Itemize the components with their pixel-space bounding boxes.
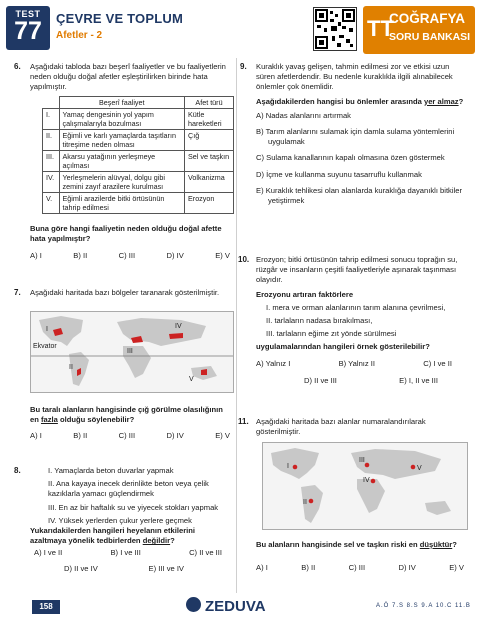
row-number: III. <box>43 151 60 172</box>
table-header: Afet türü <box>185 97 234 109</box>
question-stem <box>30 526 230 546</box>
region-label: IV <box>363 477 370 484</box>
option-c[interactable]: C) III <box>118 431 136 440</box>
question-intro: Aşağıdaki haritada bazı bölgeler taranarak gösterilmiştir. <box>30 288 220 297</box>
table-row <box>43 109 234 130</box>
question-stem <box>256 97 466 107</box>
question-8 <box>14 466 230 526</box>
stem-text: Yukarıdakilerden hangileri heyelanın etkilerini azaltmaya yönelik tedbirlerden <box>30 526 196 546</box>
option-b[interactable]: B) II <box>73 431 88 440</box>
table-row <box>43 130 234 151</box>
publisher-name: ZEDUVA <box>205 598 266 615</box>
row-activity: Eğimli ve karlı yamaçlarda taşıtların titreşime neden olması <box>59 130 185 151</box>
list-item: I. Yamaçlarda beton duvarlar yapmak <box>48 466 174 475</box>
question-number: 9. <box>240 62 247 71</box>
list-item: III. En az bir haftalık su ve yiyecek stokları yapmak <box>48 502 219 512</box>
answer-options <box>30 431 230 440</box>
region-label: I <box>287 463 289 470</box>
row-number: IV. <box>43 172 60 193</box>
question-11 <box>238 417 466 437</box>
question-stem: Buna göre hangi faaliyetin neden olduğu doğal afette hata yapılmıştır? <box>30 224 222 244</box>
row-disaster: Çığ <box>185 130 234 151</box>
table-row <box>43 151 234 172</box>
book-brand-banner <box>363 6 475 54</box>
row-number: V. <box>43 193 60 214</box>
world-map-q7 <box>30 311 234 393</box>
option-d[interactable]: D) IV <box>166 431 184 440</box>
question-number: 11. <box>238 417 249 426</box>
option-b[interactable]: B) II <box>73 251 88 260</box>
option-b[interactable]: B) Yalnız II <box>338 359 376 368</box>
table-header: Beşerî faaliyet <box>59 97 185 109</box>
stem-text: ? <box>458 96 464 106</box>
answer-options <box>30 251 230 260</box>
option-c[interactable]: C) I ve II <box>423 359 452 368</box>
stem-emphasis: fazla <box>40 415 58 425</box>
region-label: III <box>359 457 365 464</box>
question-intro: Erozyon; bitki örtüsünün tahrip edilmesi sonucu toprağın su, rüzgâr ve insanların çeşitli faaliyetleriyle aşınarak taşınması olayıdır. <box>256 255 458 285</box>
list-item: I. mera ve orman alanlarının tarım alanına çevrilmesi, <box>266 302 446 312</box>
test-number: 77 <box>14 17 42 45</box>
stem-text: Bu taralı alanların hangisinde çığ görülme olasılığının en <box>30 405 223 425</box>
stem-text: ? <box>452 540 457 549</box>
column-divider <box>236 58 237 593</box>
region-label: I <box>46 326 48 333</box>
option-c[interactable]: C) III <box>348 563 366 572</box>
stem-text: ? <box>170 536 175 546</box>
list-item: III. tarlaların eğime zıt yönde sürülmesi <box>266 329 397 339</box>
stem-text: Aşağıdakilerden hangisi bu önlemler arasında <box>256 96 424 106</box>
unit-title: ÇEVRE VE TOPLUM <box>56 11 184 26</box>
stem-text: Bu alanların hangisinde sel ve taşkın riski en <box>256 540 420 549</box>
option-b[interactable]: B) II <box>301 563 316 572</box>
stem-text: olduğu söylenebilir? <box>57 415 135 425</box>
answer-options <box>304 376 438 385</box>
question-intro: Kuraklık yavaş gelişen, tahmin edilmesi zor ve etkisi uzun süren afetlerdendir. Bu nedenle kuraklıkla ilgili alınabilecek önlemler çok önemlidir. <box>256 62 453 92</box>
option-e[interactable]: E) V <box>215 431 230 440</box>
option-a[interactable]: A) Yalnız I <box>256 359 291 368</box>
option-a[interactable]: A) I ve II <box>34 548 63 557</box>
world-map-q11 <box>262 442 468 530</box>
option-d[interactable]: D) II ve IV <box>64 564 98 573</box>
zeduva-logo-icon <box>186 597 201 612</box>
option-e[interactable]: E) V <box>215 251 230 260</box>
row-number: II. <box>43 130 60 151</box>
option-e[interactable]: E) I, II ve III <box>399 376 438 385</box>
question-number: 10. <box>238 255 250 264</box>
stem-emphasis: düşüktür <box>419 540 453 549</box>
option-a[interactable]: A) I <box>256 563 268 572</box>
row-disaster: Erozyon <box>185 193 234 214</box>
question-number: 6. <box>14 62 21 71</box>
option-e[interactable]: E) V <box>449 563 464 572</box>
row-activity: Akarsu yatağının yerleşmeye açılması <box>59 151 185 172</box>
row-activity: Eğimli arazilerde bitki örtüsünün tahrip edilmesi <box>59 193 185 214</box>
row-disaster: Kütle hareketleri <box>185 109 234 130</box>
qr-code-icon[interactable] <box>313 7 357 51</box>
region-label: III <box>127 348 133 355</box>
region-label: V <box>417 465 422 472</box>
region-label: V <box>189 376 194 383</box>
answer-options <box>256 563 464 572</box>
page-number: 158 <box>32 600 60 614</box>
option-b[interactable]: B) Tarım alanlarını sulamak için damla sulama yöntemlerini uygulamak <box>256 127 455 147</box>
question-stem <box>30 405 230 425</box>
option-a[interactable]: A) Nadas alanlarını artırmak <box>256 110 351 120</box>
list-item: IV. Yüksek yerlerden çukur yerlere geçmek <box>48 515 192 525</box>
row-activity: Yerleşmelerin alüvyal, dolgu gibi zemini zayıf arazilere kurulması <box>59 172 185 193</box>
brand-tt: TT <box>367 16 394 41</box>
option-c[interactable]: C) III <box>118 251 136 260</box>
option-a[interactable]: A) I <box>30 431 42 440</box>
region-label: IV <box>175 323 182 330</box>
test-number-badge <box>6 6 50 50</box>
brand-book-type: SORU BANKASI <box>389 31 471 43</box>
stem-emphasis: değildir <box>142 536 171 546</box>
option-b[interactable]: B) I ve III <box>110 548 141 557</box>
question-heading: Erozyonu artıran faktörlere <box>256 289 354 299</box>
row-disaster: Sel ve taşkın <box>185 151 234 172</box>
option-c[interactable]: C) II ve III <box>189 548 222 557</box>
option-d[interactable]: D) IV <box>398 563 416 572</box>
region-label: II <box>69 364 73 371</box>
question-9 <box>240 62 466 206</box>
answer-options <box>256 359 452 368</box>
grade-codes: A.Ö 7.S 8.S 9.A 10.C 11.B <box>376 603 471 609</box>
activity-table <box>42 96 234 214</box>
table-row <box>43 172 234 193</box>
question-7 <box>14 288 230 298</box>
stem-emphasis: yer almaz <box>423 96 459 106</box>
question-stem <box>256 540 466 550</box>
option-d[interactable]: D) IV <box>166 251 184 260</box>
list-item: II. tarlaların nadasa bırakılması, <box>266 316 373 326</box>
table-row <box>43 193 234 214</box>
answer-options <box>34 548 222 557</box>
question-10 <box>238 255 466 353</box>
option-e[interactable]: E) III ve IV <box>148 564 184 573</box>
region-label: II <box>303 499 307 506</box>
option-d[interactable]: D) II ve III <box>304 376 337 385</box>
equator-label: Ekvator <box>33 343 57 350</box>
unit-subtitle: Afetler - 2 <box>56 30 103 41</box>
option-d[interactable]: D) İçme ve kullanma suyunu tasarruflu kullanmak <box>256 169 422 179</box>
question-stem: uygulamalarından hangileri örnek gösterilebilir? <box>256 342 430 352</box>
brand-subject: COĞRAFYA <box>389 11 466 26</box>
row-number: I. <box>43 109 60 130</box>
option-a[interactable]: A) I <box>30 251 42 260</box>
question-6 <box>14 62 230 93</box>
question-intro: Aşağıdaki haritada bazı alanlar numaralandırılarak gösterilmiştir. <box>256 417 426 437</box>
question-intro: Aşağıdaki tabloda bazı beşerî faaliyetler ve bu faaliyetlerin neden olduğu doğal afetler eşleştirilirken birinde hata yapılmıştır. <box>30 62 226 92</box>
world-map-graphic <box>263 443 467 529</box>
list-item: II. Ana kayaya inecek derinlikte beton veya çelik kazıklarla yamacı güçlendirmek <box>48 479 209 499</box>
question-number: 8. <box>14 466 21 475</box>
option-c[interactable]: C) Sulama kanallarının kapalı olmasına özen göstermek <box>256 153 445 163</box>
answer-options <box>64 564 184 573</box>
test-label: TEST <box>15 9 41 19</box>
question-number: 7. <box>14 288 21 297</box>
row-activity: Yamaç dengesinin yol yapım çalışmalarıyla bozulması <box>59 109 185 130</box>
option-e[interactable]: E) Kuraklık tehlikesi olan alanlarda kuraklığa dayanıklı bitkiler yetiştirmek <box>256 185 462 206</box>
row-disaster: Volkanizma <box>185 172 234 193</box>
